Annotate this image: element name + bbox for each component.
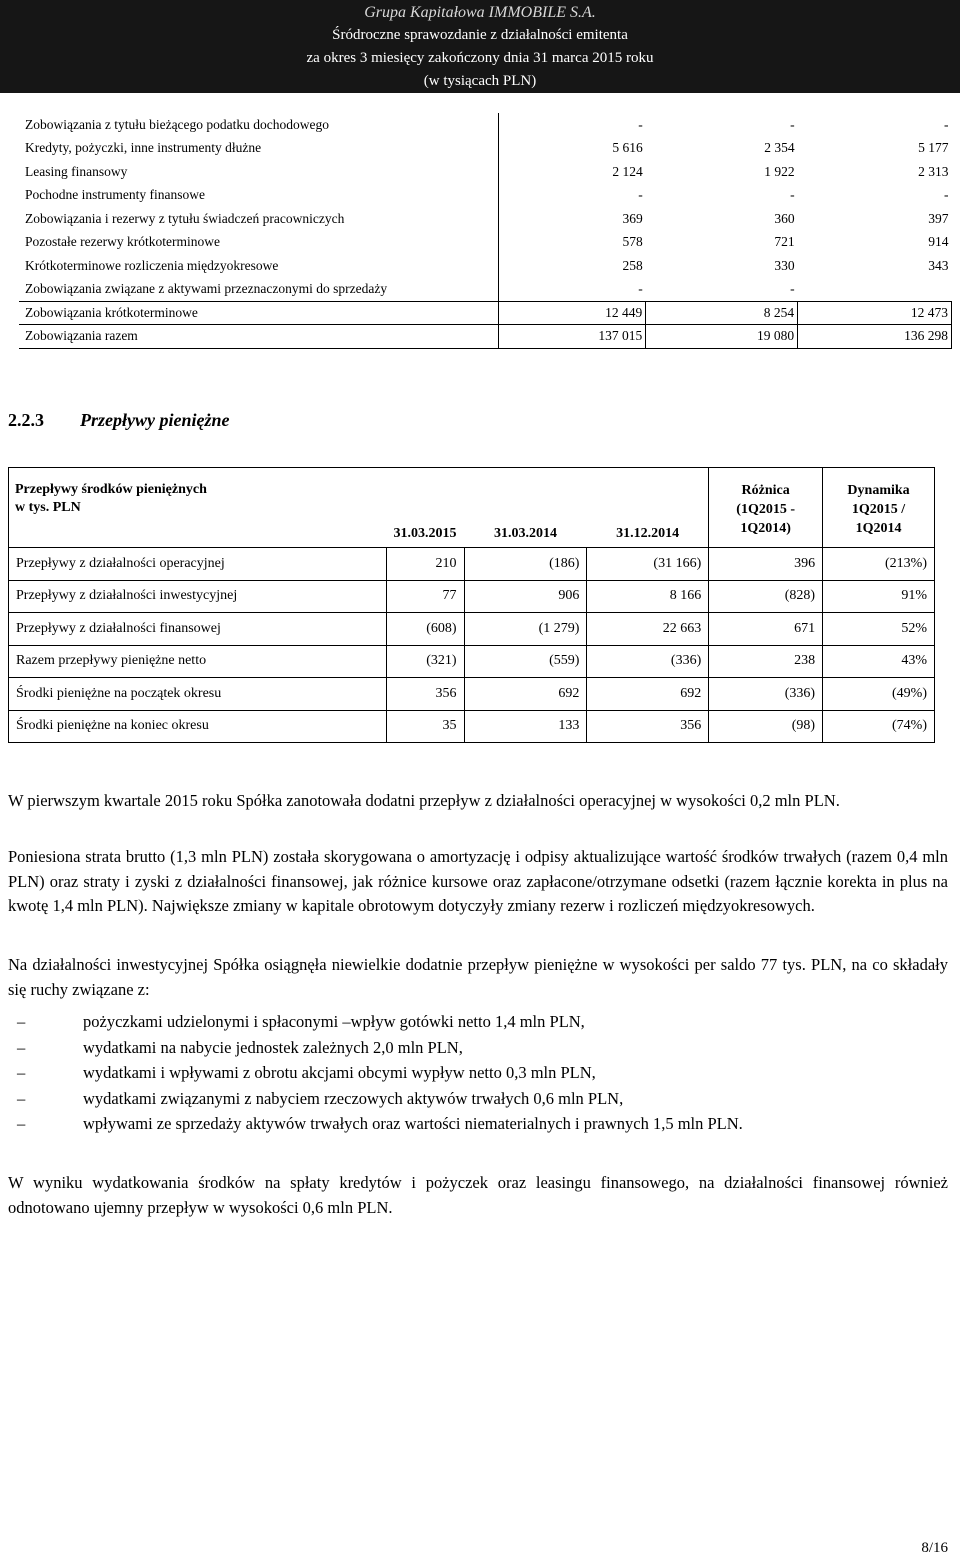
value-cell: 12 449 (499, 301, 646, 325)
value-cell: - (499, 278, 646, 302)
table-row (19, 207, 952, 231)
value-cell: 210 (386, 548, 464, 581)
table-row (19, 325, 952, 349)
value-cell: 1 922 (764, 163, 795, 179)
value-cell: 692 (587, 678, 709, 711)
table-row (19, 137, 952, 161)
value-cell: 35 (386, 710, 464, 743)
section-number: 2.2.3 (8, 410, 44, 430)
dash-bullet-icon: – (17, 1114, 26, 1133)
value-cell: 397 (928, 210, 949, 226)
table-row (19, 113, 952, 137)
paragraph-operating: W pierwszym kwartale 2015 roku Spółka zanotowała dodatni przepływ z działalności operacyjnej w wysokości 0,2 mln PLN. (8, 791, 840, 810)
dynamics-cell: (74%) (823, 710, 935, 743)
value-cell: - (499, 113, 646, 137)
dynamics-cell: 91% (823, 580, 935, 613)
value-cell: (608) (386, 613, 464, 646)
row-label: Zobowiązania krótkoterminowe (19, 301, 499, 325)
list-item-text: wydatkami i wpływami z obrotu akcjami obcymi wypływ netto 0,3 mln PLN, (83, 1063, 596, 1082)
header-diff-line: 1Q2014) (740, 521, 791, 536)
value-cell: (1 279) (464, 613, 587, 646)
list-item-text: wydatkami na nabycie jednostek zależnych 2,0 mln PLN, (83, 1037, 463, 1057)
value-cell: 5 616 (499, 137, 646, 161)
list-item (8, 1060, 948, 1086)
table-row (19, 231, 952, 255)
value-cell: 137 015 (499, 325, 646, 349)
cashflow-header-dynamics (823, 468, 935, 548)
header-dyn-line: Dynamika (847, 483, 910, 498)
row-label: Przepływy z działalności finansowej (9, 613, 387, 646)
value-cell: 2 313 (918, 163, 949, 179)
header-company: Grupa Kapitałowa IMMOBILE S.A. (364, 4, 596, 21)
value-cell: 2 124 (499, 160, 646, 184)
dash-bullet-icon: – (17, 1037, 26, 1057)
header-dyn-line: 1Q2014 (855, 521, 902, 536)
paragraph-adjustments: Poniesiona strata brutto (1,3 mln PLN) została skorygowana o amortyzację i odpisy aktualizujące wartość środków trwałych (razem 0,4 mln PLN) oraz straty i zyski z działalności finansowej, jak różnice kursowe oraz zapłacone/otrzymane odsetki (razem łącznie korekta in plus na kwotę 1,4 mln PLN). Największe zmiany w kapitale obrotowym dotyczyły zmiany rezerw i rozliczeń międzyokresowych. (8, 847, 948, 915)
value-cell: - (499, 184, 646, 208)
cashflow-header-difference (709, 468, 823, 548)
difference-cell: (336) (709, 678, 823, 711)
header-report-title: Śródroczne sprawozdanie z działalności emitenta (332, 27, 628, 43)
value-cell: 356 (587, 710, 709, 743)
value-cell: 330 (774, 257, 795, 273)
header-diff-line: Różnica (741, 483, 790, 498)
dynamics-cell: 43% (823, 645, 935, 678)
section-title (8, 410, 229, 431)
value-cell: 369 (499, 207, 646, 231)
difference-cell: (98) (709, 710, 823, 743)
difference-cell: (828) (709, 580, 823, 613)
list-item (8, 1086, 948, 1112)
table-row (9, 580, 935, 613)
list-item (8, 1009, 948, 1035)
value-cell: 22 663 (587, 613, 709, 646)
header-dyn-line: 1Q2015 / (851, 502, 906, 517)
value-cell: 258 (499, 254, 646, 278)
header-label-line: w tys. PLN (15, 500, 81, 515)
value-cell: 721 (774, 234, 795, 250)
value-cell: 906 (464, 580, 587, 613)
liabilities-table (19, 113, 952, 349)
dynamics-cell: (49%) (823, 678, 935, 711)
cashflow-header-date-1: 31.03.2015 (386, 468, 464, 548)
row-label: Zobowiązania i rezerwy z tytułu świadczeń pracowniczych (25, 210, 345, 226)
value-cell: - (790, 187, 795, 203)
value-cell: (31 166) (587, 548, 709, 581)
value-cell (798, 278, 952, 302)
row-label: Leasing finansowy (25, 163, 128, 179)
header-period: za okres 3 miesięcy zakończony dnia 31 marca 2015 roku (306, 50, 654, 66)
table-row (9, 613, 935, 646)
dash-bullet-icon: – (17, 1063, 26, 1082)
difference-cell: 671 (709, 613, 823, 646)
value-cell: - (790, 281, 795, 296)
value-cell: 77 (386, 580, 464, 613)
value-cell: 5 177 (918, 140, 949, 156)
row-label: Zobowiązania razem (19, 325, 499, 349)
value-cell: 343 (928, 257, 949, 273)
value-cell: 578 (499, 231, 646, 255)
cashflow-header-row (9, 468, 935, 548)
row-label: Pochodne instrumenty finansowe (25, 187, 205, 203)
investing-items-list (8, 1009, 948, 1137)
table-row (9, 710, 935, 743)
difference-cell: 396 (709, 548, 823, 581)
value-cell: 133 (464, 710, 587, 743)
table-row (9, 548, 935, 581)
table-row (9, 645, 935, 678)
list-item (8, 1035, 948, 1061)
header-diff-line: (1Q2015 - (736, 502, 796, 517)
paragraph-investing: Na działalności inwestycyjnej Spółka osiągnęła niewielkie dodatnie przepływ pieniężne w wysokości per saldo 77 tys. PLN, na co składały się ruchy związane z: (8, 955, 948, 999)
value-cell: 356 (386, 678, 464, 711)
cashflow-table (8, 467, 935, 743)
table-row (19, 184, 952, 208)
value-cell: 914 (928, 234, 949, 250)
dynamics-cell: 52% (823, 613, 935, 646)
value-cell: - (790, 116, 795, 132)
value-cell: - (944, 187, 949, 203)
cashflow-header-date-3: 31.12.2014 (587, 468, 709, 548)
value-cell: (186) (464, 548, 587, 581)
row-label: Środki pieniężne na początek okresu (9, 678, 387, 711)
row-label: Zobowiązania z tytułu bieżącego podatku dochodowego (25, 116, 330, 132)
list-item (8, 1111, 948, 1137)
table-row (19, 160, 952, 184)
section-name: Przepływy pieniężne (80, 410, 230, 430)
value-cell: (321) (386, 645, 464, 678)
header-currency: (w tysiącach PLN) (423, 73, 537, 89)
cashflow-header-label (9, 468, 387, 548)
row-label: Środki pieniężne na koniec okresu (9, 710, 387, 743)
row-label: Kredyty, pożyczki, inne instrumenty dłużne (25, 140, 262, 156)
dash-bullet-icon: – (17, 1012, 26, 1031)
list-item-text: wydatkami związanymi z nabyciem rzeczowych aktywów trwałych 0,6 mln PLN, (83, 1088, 624, 1108)
page-number: 8/16 (921, 1540, 948, 1556)
table-row (19, 301, 952, 325)
value-cell: 8 166 (587, 580, 709, 613)
value-cell: 19 080 (646, 325, 798, 349)
value-cell: 2 354 (764, 140, 795, 156)
value-cell: 12 473 (798, 301, 952, 325)
header-label-line: Przepływy środków pieniężnych (15, 482, 207, 497)
difference-cell: 238 (709, 645, 823, 678)
value-cell: 8 254 (646, 301, 798, 325)
row-label: Przepływy z działalności operacyjnej (9, 548, 387, 581)
dynamics-cell: (213%) (823, 548, 935, 581)
table-row (19, 278, 952, 302)
row-label: Zobowiązania związane z aktywami przeznaczonymi do sprzedaży (25, 281, 388, 296)
row-label: Krótkoterminowe rozliczenia międzyokresowe (25, 257, 279, 273)
dash-bullet-icon: – (17, 1088, 26, 1108)
row-label: Pozostałe rezerwy krótkoterminowe (25, 234, 220, 250)
value-cell: 136 298 (798, 325, 952, 349)
row-label: Razem przepływy pieniężne netto (9, 645, 387, 678)
value-cell: 692 (464, 678, 587, 711)
list-item-text: wpływami ze sprzedaży aktywów trwałych oraz wartości niematerialnych i prawnych 1,5 mln PLN. (83, 1114, 743, 1133)
value-cell: (559) (464, 645, 587, 678)
table-row (19, 254, 952, 278)
value-cell: - (944, 116, 949, 132)
paragraph-financing: W wyniku wydatkowania środków na spłaty kredytów i pożyczek oraz leasingu finansowego, na działalności finansowej również odnotowano ujemny przepływ w wysokości 0,6 mln PLN. (8, 1173, 948, 1217)
value-cell: 360 (774, 210, 795, 226)
value-cell: (336) (587, 645, 709, 678)
cashflow-header-date-2: 31.03.2014 (464, 468, 587, 548)
row-label: Przepływy z działalności inwestycyjnej (9, 580, 387, 613)
document-header (0, 0, 960, 93)
list-item-text: pożyczkami udzielonymi i spłaconymi –wpływ gotówki netto 1,4 mln PLN, (83, 1012, 585, 1031)
table-row (9, 678, 935, 711)
